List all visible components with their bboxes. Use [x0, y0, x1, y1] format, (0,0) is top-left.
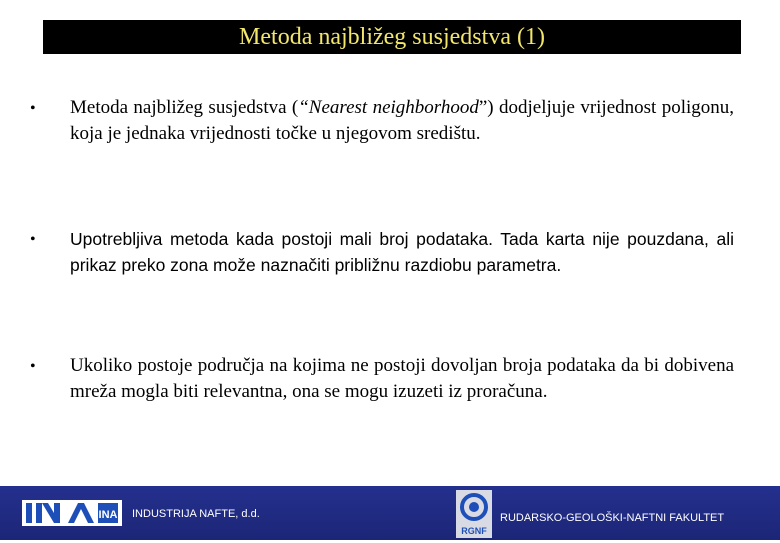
footer-company-name: INDUSTRIJA NAFTE, d.d.: [132, 508, 260, 520]
rgnf-logo-text: RGNF: [461, 526, 487, 536]
bullet-marker: •: [30, 231, 36, 248]
bullet-text: Upotrebljiva metoda kada postoji mali broj podataka. Tada karta nije pouzdana, ali prikaz preko zona može naznačiti približnu razdiobu parametra.: [70, 229, 734, 275]
bullet-marker: •: [30, 358, 36, 375]
bullet-text: [70, 95, 734, 147]
bullet-text: Ukoliko postoje područja na kojima ne postoji dovoljan broja podataka da bi dobivena mreža mogla biti relevantna, ona se mogu izuzeti iz proračuna.: [70, 355, 734, 402]
slide-title: Metoda najbližeg susjedstva (1): [43, 20, 741, 54]
bullet-text-tail: ”) dodjeljuje vrijednost poligonu, koja je jednaka vrijednosti točke u njegovom središtu.: [70, 97, 735, 144]
bullet-marker: •: [30, 100, 36, 117]
footer-faculty-name: RUDARSKO-GEOLOŠKI-NAFTNI FAKULTET: [500, 512, 725, 524]
footer-bar: [0, 486, 780, 540]
ina-logo: [22, 500, 122, 526]
bullet-text-lead: Metoda najbližeg susjedstva (: [70, 97, 299, 118]
bullet-text-emphasis: “Nearest neighborhood: [298, 97, 479, 118]
rgnf-logo: [456, 490, 492, 538]
ina-logo-text: INA: [98, 509, 118, 521]
